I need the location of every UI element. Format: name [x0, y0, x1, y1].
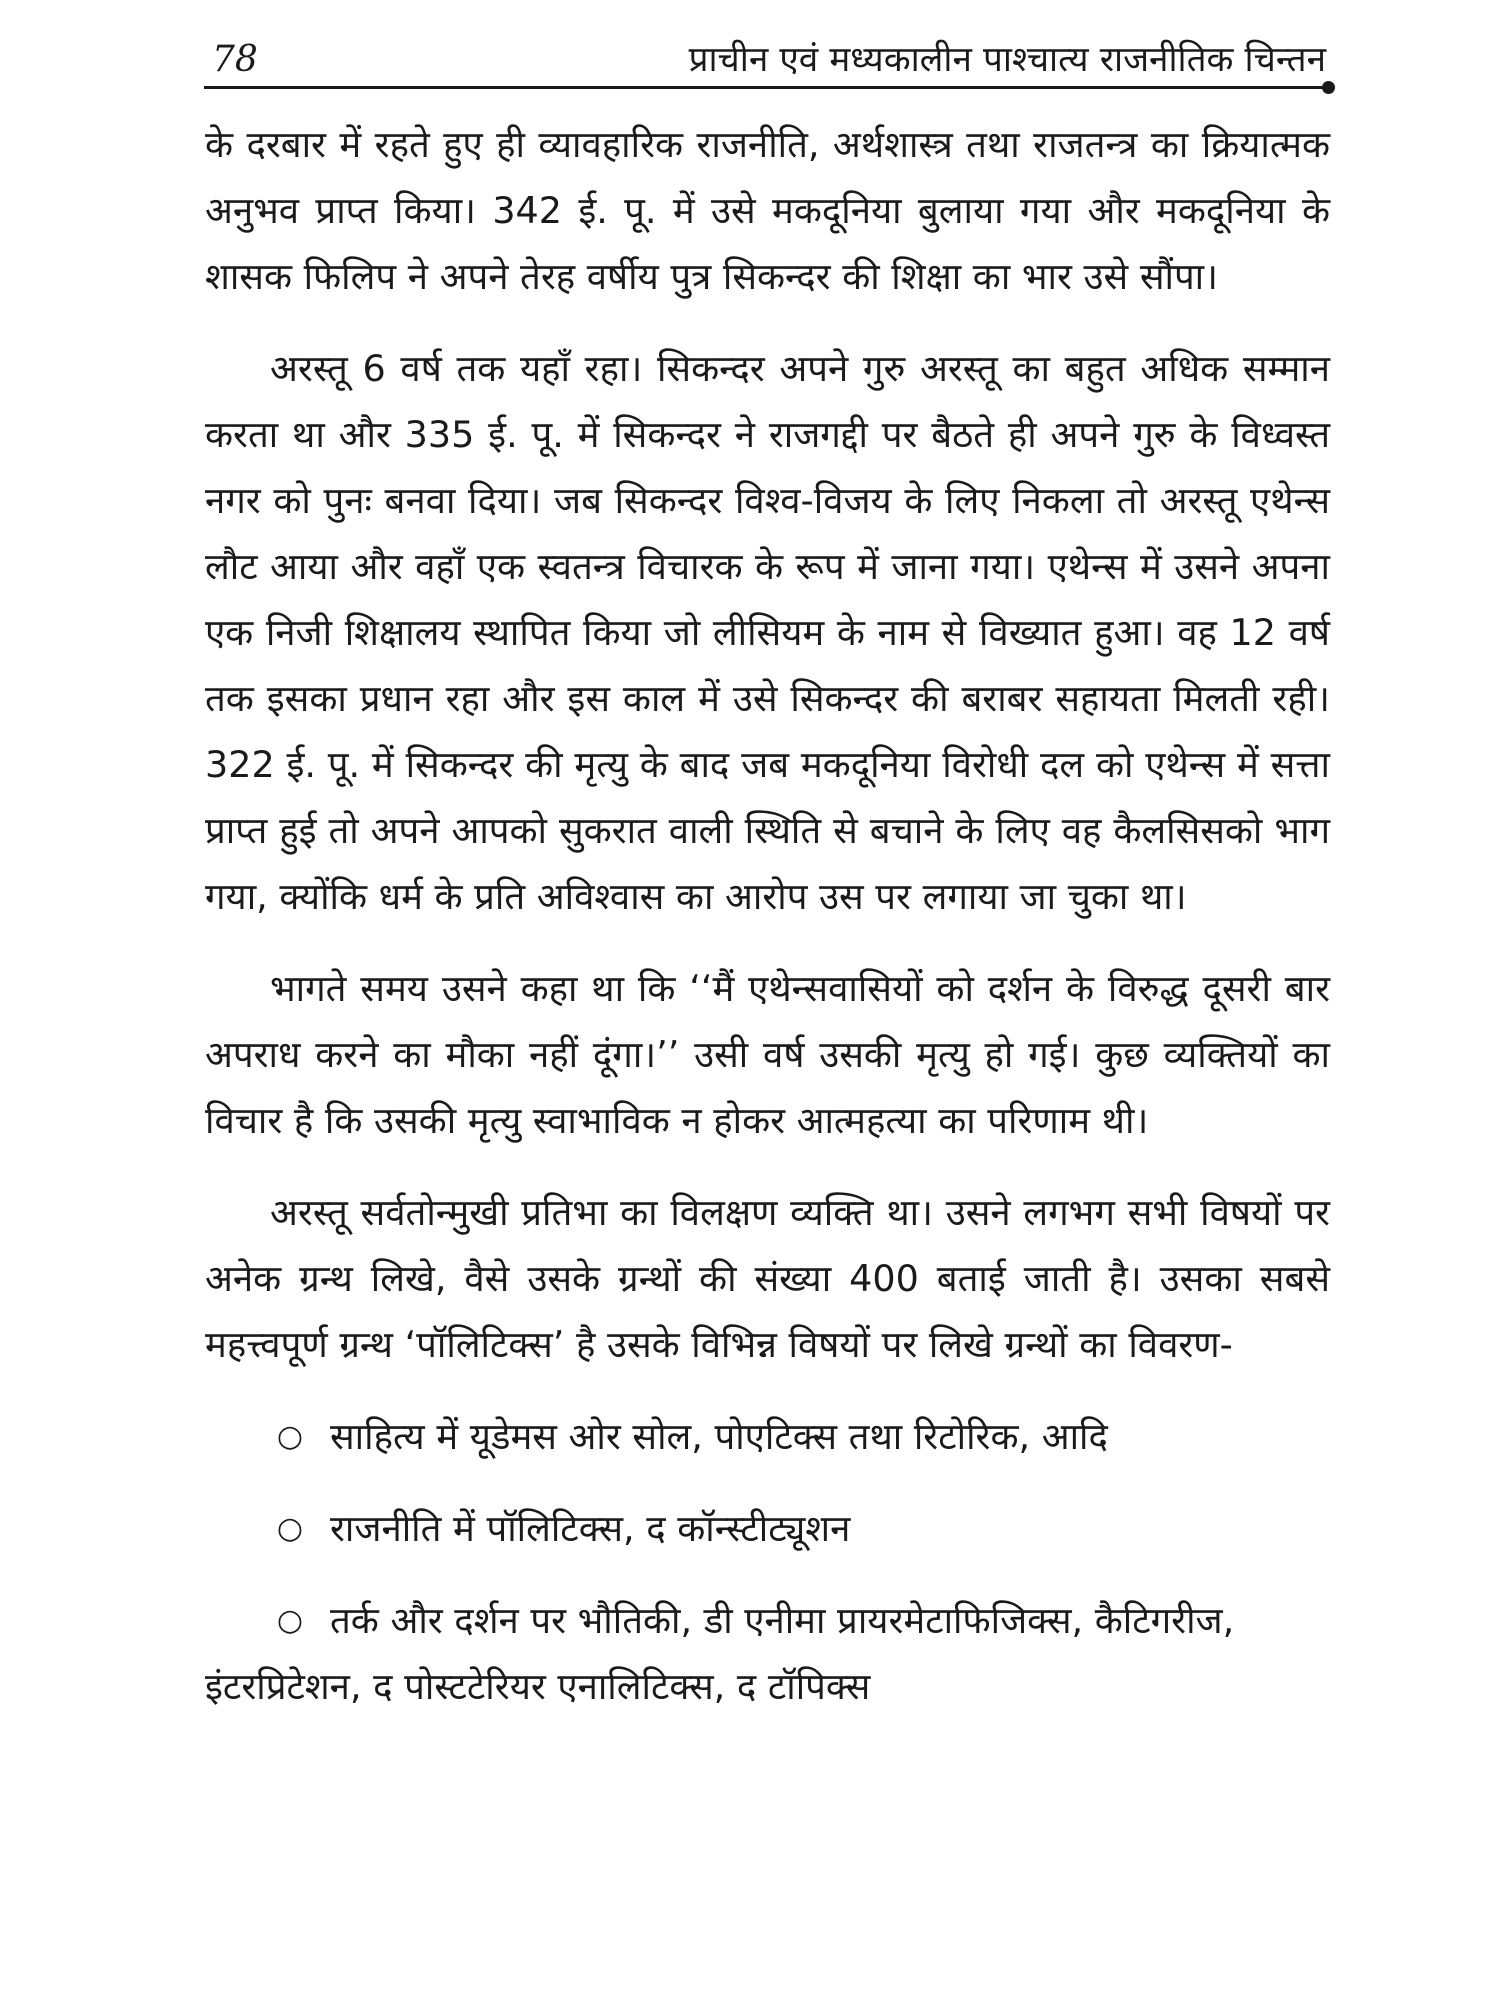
list-item [205, 1404, 1330, 1470]
hollow-circle-bullet-icon: ○ [276, 1419, 304, 1454]
page-number: 78 [212, 39, 258, 80]
list-item [205, 1496, 1330, 1562]
hollow-circle-bullet-icon: ○ [276, 1603, 304, 1638]
works-list [205, 1404, 1330, 1720]
page-header [212, 30, 1330, 90]
list-item-text: तर्क और दर्शन पर भौतिकी, डी एनीमा प्रायरमेटाफिजिक्स, कैटिगरीज, इंटरप्रिटेशन, द पोस्टटेरियर एनालिटिक्स, द टॉपिक्स [205, 1599, 1235, 1708]
list-item-text: साहित्य में यूडेमस ओर सोल, पोएटिक्स तथा रिटोरिक, आदि [330, 1415, 1108, 1458]
list-item [205, 1588, 1330, 1720]
hollow-circle-bullet-icon: ○ [276, 1511, 304, 1546]
paragraph-2: अरस्तू 6 वर्ष तक यहाँ रहा। सिकन्दर अपने गुरु अरस्तू का बहुत अधिक सम्मान करता था और 335 ई. पू. में सिकन्दर ने राजगद्दी पर बैठते ही अपने गुरु के विध्वस्त नगर को पुनः बनवा दिया। जब सिकन्दर विश्व-विजय के लिए निकला तो अरस्तू एथेन्स लौट आया और वहाँ एक स्वतन्त्र विचारक के रूप में जाना गया। एथेन्स में उसने अपना एक निजी शिक्षालय स्थापित किया जो लीसियम के नाम से विख्यात हुआ। वह 12 वर्ष तक इसका प्रधान रहा और इस काल में उसे सिकन्दर की बराबर सहायता मिलती रही। 322 ई. पू. में सिकन्दर की मृत्यु के बाद जब मकदूनिया विरोधी दल को एथेन्स में सत्ता प्राप्त हुई तो अपने आपको सुकरात वाली स्थिति से बचाने के लिए वह कैलसिसको भाग गया, क्योंकि धर्म के प्रति अविश्वास का आरोप उस पर लगाया जा चुका था। [205, 347, 1330, 918]
paragraph-4: अरस्तू सर्वतोन्मुखी प्रतिभा का विलक्षण व्यक्ति था। उसने लगभग सभी विषयों पर अनेक ग्रन्थ लिखे, वैसे उसके ग्रन्थों की संख्या 400 बताई जाती है। उसका सबसे महत्त्वपूर्ण ग्रन्थ ‘पॉलिटिक्स’ है उसके विभिन्न विषयों पर लिखे ग्रन्थों का विवरण- [205, 1191, 1330, 1366]
list-item-text: राजनीति में पॉलिटिक्स, द कॉन्स्टीट्यूशन [330, 1507, 851, 1550]
paragraph-1: के दरबार में रहते हुए ही व्यावहारिक राजनीति, अर्थशास्त्र तथा राजतन्त्र का क्रियात्मक अनुभव प्राप्त किया। 342 ई. पू. में उसे मकदूनिया बुलाया गया और मकदूनिया के शासक फिलिप ने अपने तेरह वर्षीय पुत्र सिकन्दर की शिक्षा का भार उसे सौंपा। [205, 123, 1330, 298]
header-rule [204, 86, 1328, 89]
header-rule-dot [1322, 81, 1335, 94]
running-title: प्राचीन एवं मध्यकालीन पाश्चात्य राजनीतिक चिन्तन [688, 40, 1326, 80]
paragraph-3: भागते समय उसने कहा था कि ‘‘मैं एथेन्सवासियों को दर्शन के विरुद्ध दूसरी बार अपराध करने का मौका नहीं दूंगा।’’ उसी वर्ष उसकी मृत्यु हो गई। कुछ व्यक्तियों का विचार है कि उसकी मृत्यु स्वाभाविक न होकर आत्महत्या का परिणाम थी। [205, 967, 1330, 1142]
page-body [205, 112, 1330, 1746]
